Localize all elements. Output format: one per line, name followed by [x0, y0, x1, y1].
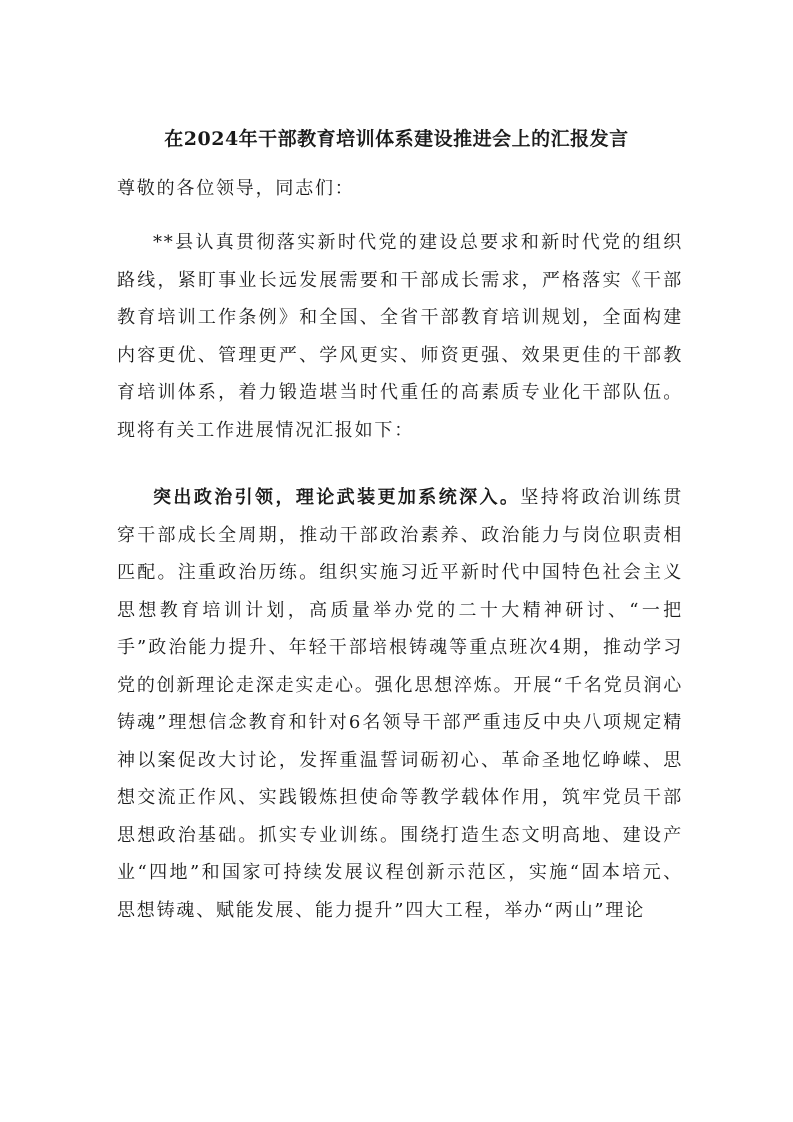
document-title: 在2024年干部教育培训体系建设推进会上的汇报发言	[164, 128, 629, 150]
section-heading: 突出政治引领，理论武装更加系统深入。	[153, 487, 521, 508]
salutation: 尊敬的各位领导，同志们：	[117, 178, 355, 199]
intro-paragraph: **县认真贯彻落实新时代党的建设总要求和新时代党的组织路线，紧盯事业长远发展需要和干部成长需求，严格落实《干部教育培训工作条例》和全国、全省干部教育培训规划，全面构建内容更优、管理更严、学风更实、师资更强、效果更佳的干部教育培训体系，着力锻造堪当时代重任的高素质专业化干部队伍。现将有关工作进展情况汇报如下：	[117, 232, 683, 441]
section-paragraph	[117, 479, 683, 929]
section-body: 坚持将政治训练贯穿干部成长全周期，推动干部政治素养、政治能力与岗位职责相匹配。注重政治历练。组织实施习近平新时代中国特色社会主义思想教育培训计划，高质量举办党的二十大精神研讨、“一把手”政治能力提升、年轻干部培根铸魂等重点班次4期，推动学习党的创新理论走深走实走心。强化思想淬炼。开展“千名党员润心铸魂”理想信念教育和针对6名领导干部严重违反中央八项规定精神以案促改大讨论，发挥重温誓词砺初心、革命圣地忆峥嵘、思想交流正作风、实践锻炼担使命等教学载体作用，筑牢党员干部思想政治基础。抓实专业训练。围绕打造生态文明高地、建设产业“四地”和国家可持续发展议程创新示范区，实施“固本培元、思想铸魂、赋能发展、能力提升”四大工程，举办“两山”理论	[117, 487, 683, 921]
